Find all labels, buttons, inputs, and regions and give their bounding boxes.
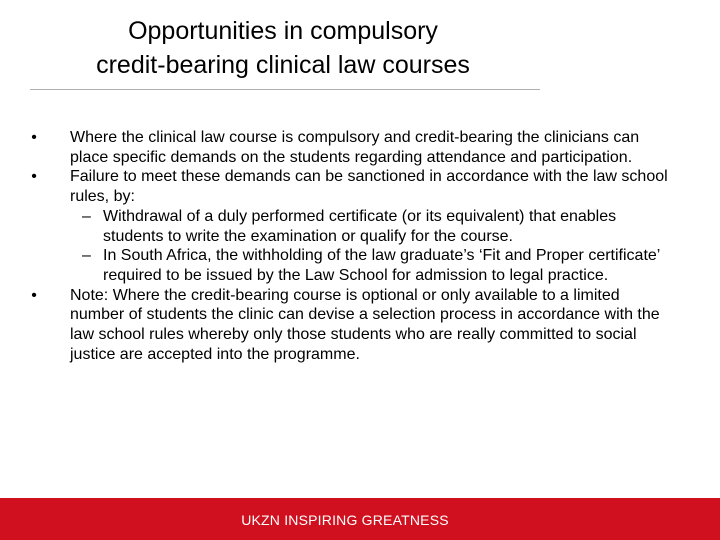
sub-bullet-text-2: In South Africa, the withholding of the law graduate’s ‘Fit and Proper certificate’ required to be issued by the Law School for admission to legal practice. bbox=[103, 247, 660, 284]
bullet-list bbox=[28, 128, 668, 364]
bullet-item-1 bbox=[28, 128, 668, 167]
dash-mark: – bbox=[82, 247, 91, 265]
dash-mark: – bbox=[82, 207, 91, 225]
bullet-mark: • bbox=[31, 168, 37, 186]
slide-title bbox=[0, 14, 566, 82]
sub-bullet-list bbox=[70, 207, 668, 286]
bullet-mark: • bbox=[31, 129, 37, 146]
sub-bullet-item-2 bbox=[70, 246, 668, 285]
footer-tagline: UKZN INSPIRING GREATNESS bbox=[241, 512, 449, 528]
title-line-1: Opportunities in compulsory bbox=[128, 17, 438, 45]
bullet-text-1: Where the clinical law course is compulsory and credit-bearing the clinicians can place specific demands on the students regarding attendance and participation. bbox=[70, 129, 640, 166]
bullet-item-3 bbox=[28, 286, 668, 365]
bullet-text-2: Failure to meet these demands can be sanctioned in accordance with the law school rules, by: bbox=[70, 168, 668, 206]
bullet-item-2 bbox=[28, 167, 668, 285]
sub-bullet-text-1: Withdrawal of a duly performed certificate (or its equivalent) that enables students to write the examination or qualify for the course. bbox=[103, 207, 617, 245]
title-line-2: credit-bearing clinical law courses bbox=[96, 51, 470, 79]
bullet-mark: • bbox=[31, 286, 37, 304]
sub-bullet-item-1 bbox=[70, 207, 668, 246]
bullet-text-3: Note: Where the credit-bearing course is optional or only available to a limited number of students the clinic can devise a selection process in accordance with the law school rules whereby only those students who are really committed to social justice are accepted into the programme. bbox=[70, 286, 660, 363]
title-divider bbox=[30, 89, 540, 90]
